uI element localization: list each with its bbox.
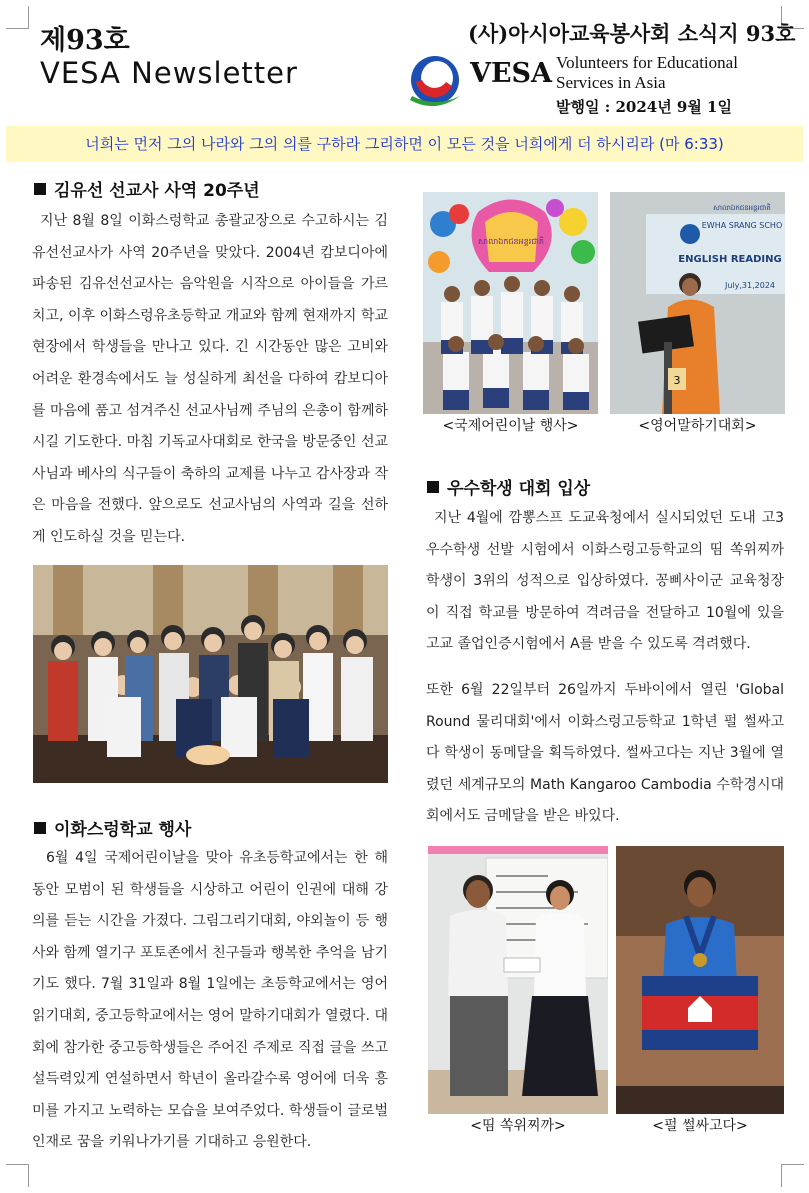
student1-photo — [428, 846, 608, 1114]
contestant-number: 3 — [673, 374, 681, 387]
section-title-anniversary — [34, 176, 260, 201]
banner-date-text: July,31,2024 — [724, 281, 776, 290]
section-title-text: 우수학생 대회 입상 — [447, 479, 591, 499]
anniversary-article: 지난 8월 8일 이화스렁학교 총괄교장으로 수고하시는 김유선선교사가 사역 20주년을 맞았다. 2004년 캄보디아에 파송된 김유선선교사는 음악원을 시작으로 아이들을 가르치고, 이후 이화스렁유초등학교 개교와 함께 현재까지 학교현장에서 학생들을 만나고 있다. 긴 시간동안 많은 고비와 어려운 환경속에서도 늘 성실하게 최선을 다하여 캄보디아를 마음에 품고 섬겨주신 선교사님께 주님의 은총이 함께하시길 기도한다. 마침 기독교사대회로 한국을 방문중인 선교사님과 베사의 식구들이 축하의 교제를 나누고 감사장과 작은 마음을 전했다. 앞으로도 선교사님의 사역과 길을 선하게 인도하실 것을 믿는다. — [32, 213, 388, 545]
group-photo — [33, 565, 388, 783]
organization-english-name: Volunteers for Educational Services in Asia — [556, 53, 738, 92]
banner-title-text: ENGLISH READING — [678, 254, 782, 265]
caption-student2: <펄 썰싸고다> — [652, 1118, 748, 1134]
organization-name: (사)아시아교육봉사회 소식지 93호 — [468, 21, 796, 46]
corner-mark-bottom-left — [6, 1164, 29, 1187]
student2-photo — [616, 846, 784, 1114]
issue-number: 제93호 — [40, 25, 130, 56]
balloon-banner-text: សាលាឯកជនអន្តរជាតិ — [477, 237, 545, 246]
caption-student1: <띰 쏙위찌까> — [470, 1118, 566, 1134]
section-title-text: 김유선 선교사 사역 20주년 — [54, 181, 260, 201]
group-photo-image — [33, 565, 388, 783]
caption-childrens-day: <국제어린이날 행사> — [442, 418, 579, 434]
childrens-day-photo — [423, 192, 598, 414]
square-bullet-icon — [427, 481, 439, 493]
section-title-text: 이화스렁학교 행사 — [54, 820, 192, 840]
section-title-school-events — [34, 815, 191, 840]
speech-contest-photo — [610, 192, 785, 414]
student1-image — [428, 846, 608, 1114]
caption-speech-contest: <영어말하기대회> — [638, 418, 757, 434]
student-awards-article-1: 지난 4월에 깜뽕스프 도교육청에서 실시되었던 도내 고3 우수학생 선발 시험에서 이화스렁고등학교의 띰 쏙위찌까 학생이 3위의 성적으로 입상하였다. 꽁삐사이군 교육청장이 직접 학교를 방문하여 격려금을 전달하고 10월에 있을 고교 졸업인증시험에서 A를 받을 수 있도록 격려했다. — [426, 510, 784, 653]
vesa-logo-icon — [404, 52, 466, 114]
logo-wordmark: VESA — [470, 58, 552, 89]
square-bullet-icon — [34, 822, 46, 834]
banner-school-text: EWHA SRANG SCHO — [701, 221, 783, 230]
student2-image — [616, 846, 784, 1114]
bible-verse-banner: 너희는 먼저 그의 나라와 그의 의를 구하라 그리하면 이 모든 것을 너희에게 더 하시리라 (마 6:33) — [6, 126, 803, 162]
square-bullet-icon — [34, 183, 46, 195]
speech-contest-image — [610, 192, 785, 414]
publish-date: 발행일 : 2024년 9월 1일 — [556, 98, 732, 116]
banner-khmer-text: សាលាឯកជនអន្តរជាតិ — [713, 204, 771, 212]
corner-mark-top-left — [6, 6, 29, 29]
student-awards-article-2: 또한 6월 22일부터 26일까지 두바이에서 열린 'Global Round 물리대회'에서 이화스렁고등학교 1학년 펄 썰싸고다 학생이 동메달을 획득하였다. 썰싸고다는 지난 3월에 열렸던 세계규모의 Math Kangaroo Cambodia 수학경시대회에서도 금메달을 받은 바있다. — [426, 682, 784, 825]
corner-mark-bottom-right — [781, 1164, 804, 1187]
section-title-student-awards — [427, 474, 590, 499]
childrens-day-image — [423, 192, 598, 414]
newsletter-title: VESA Newsletter — [40, 56, 298, 90]
school-events-article: 6월 4일 국제어린이날을 맞아 유초등학교에서는 한 해동안 모범이 된 학생들을 시상하고 어린이 인권에 대해 강의를 듣는 시간을 가졌다. 그림그리기대회, 야외놀이 등 행사와 함께 열기구 포토존에서 친구들과 행복한 추억을 남기기도 했다. 7월 31일과 8월 1일에는 초등학교에서는 영어 읽기대회, 중고등학교에서는 영어 말하기대회가 열렸다. 대회에 참가한 중고등학생들은 주어진 주제로 직접 글을 쓰고 설득력있게 연설하면서 학년이 올라갈수록 영어에 더욱 흥미를 가지고 노력하는 모습을 보여주었다. 학생들이 글로벌 인재로 꿈을 키워나가기를 기대하고 응원한다. — [32, 850, 388, 1151]
